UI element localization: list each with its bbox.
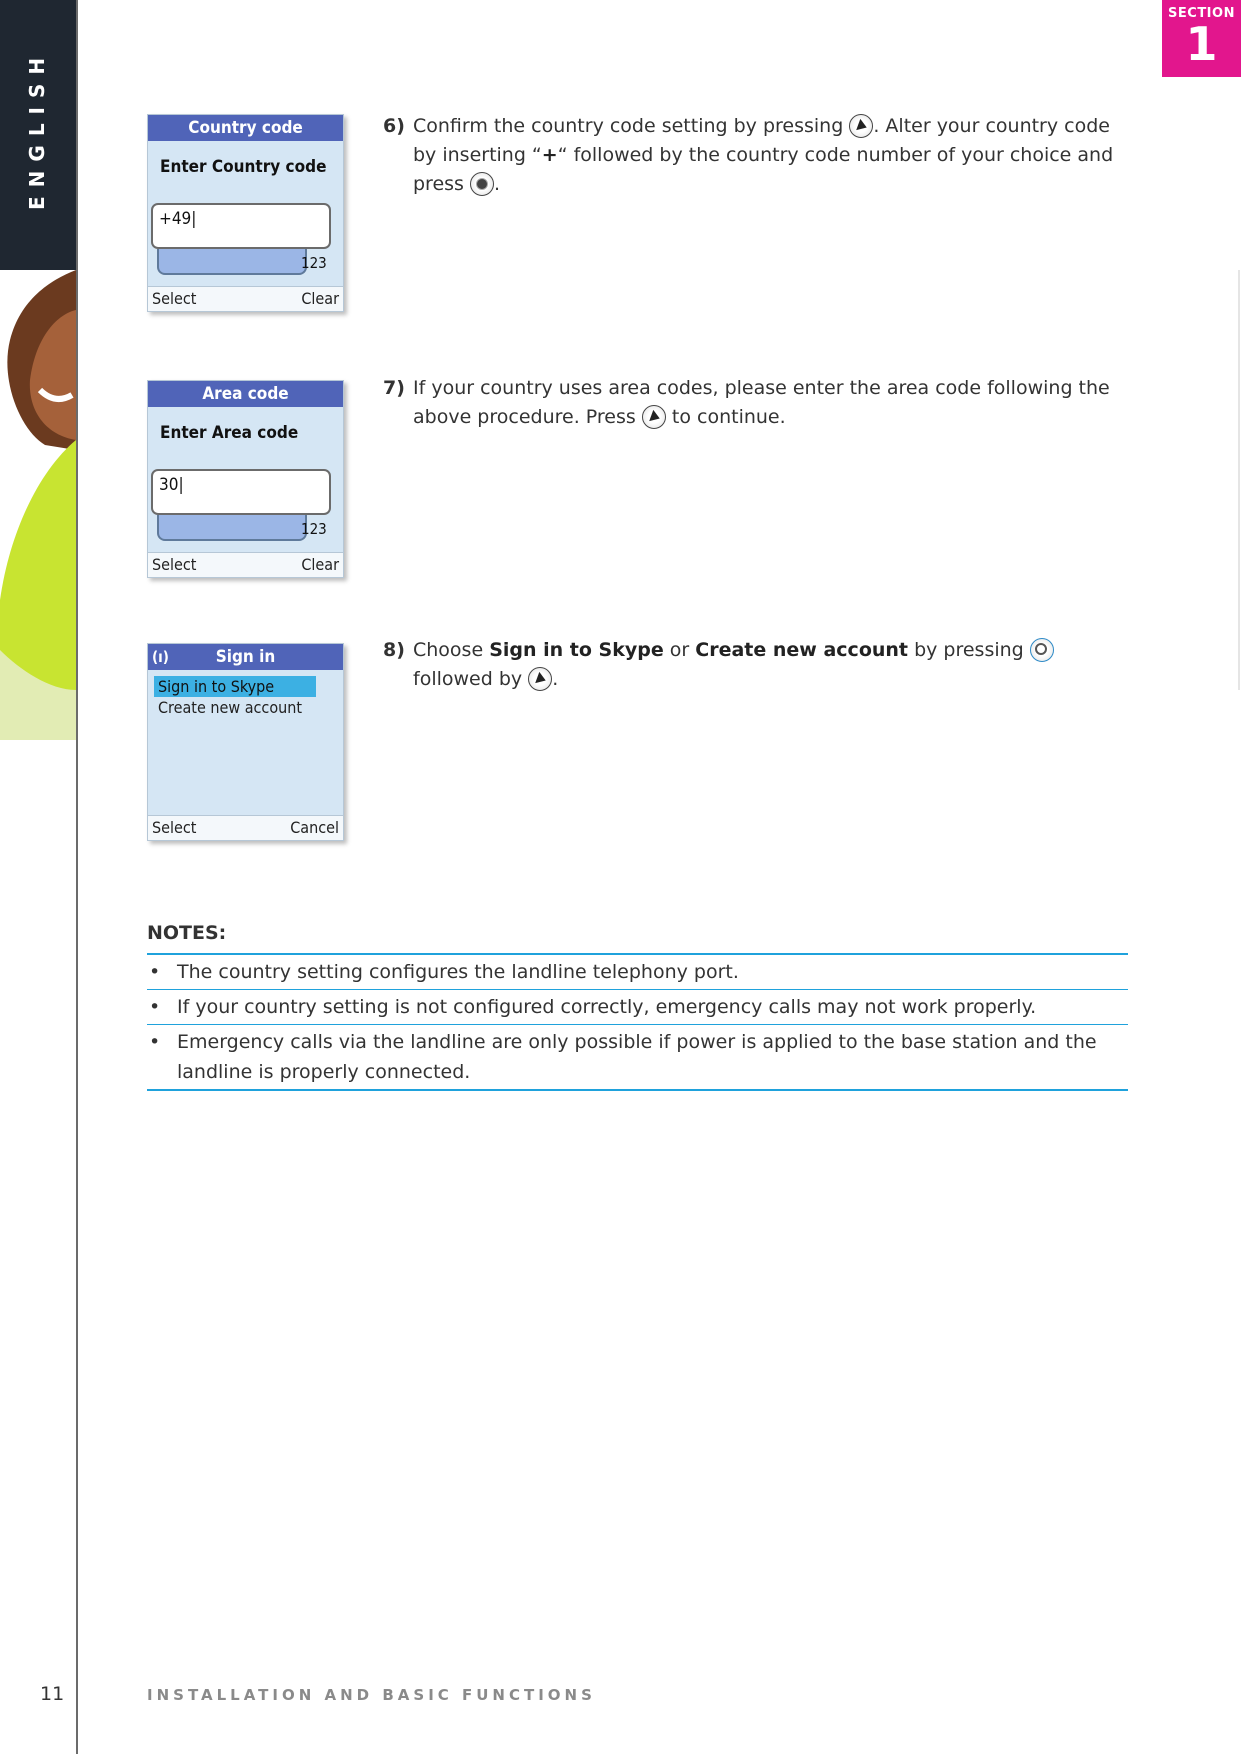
nav-center-icon <box>470 172 494 196</box>
country-code-screen <box>147 114 344 312</box>
input-bar <box>157 515 307 541</box>
step-text-part: to continue. <box>671 406 786 428</box>
softkey-cancel: Cancel <box>290 818 339 837</box>
note-text: Emergency calls via the landline are only possible if power is applied to the base station and the landline is properly connected. <box>177 1031 1097 1083</box>
plus-symbol: + <box>541 144 558 166</box>
section-label: SECTION <box>1168 6 1235 21</box>
screen-title-text: Sign in <box>215 647 276 667</box>
step-text-part: by pressing <box>914 639 1024 661</box>
bullet: • <box>149 1031 161 1053</box>
bullet: • <box>149 996 161 1018</box>
create-account-option: Create new account <box>695 639 909 661</box>
woman-photo <box>0 270 76 740</box>
sign-in-option: Sign in to Skype <box>489 639 664 661</box>
country-code-input: +49| <box>151 203 331 249</box>
language-label: ENGLISH <box>25 48 49 210</box>
menu-item-sign-in: Sign in to Skype <box>154 676 316 697</box>
note-item <box>147 1025 1128 1091</box>
step-number: 7) <box>383 377 405 399</box>
screen-title: Area code <box>148 381 343 407</box>
page-edge <box>1238 270 1240 690</box>
signal-icon: (ı) <box>152 648 169 666</box>
softkeys <box>148 552 343 577</box>
screen-prompt: Enter Area code <box>160 423 299 443</box>
softkey-clear: Clear <box>301 555 339 574</box>
step-number: 8) <box>383 639 405 661</box>
softkeys <box>148 815 343 840</box>
ok-key-icon <box>1030 638 1054 662</box>
step-text-part: . <box>552 668 559 690</box>
softkeys <box>148 286 343 311</box>
notes-title: NOTES: <box>147 922 227 944</box>
softkey-select: Select <box>152 289 197 308</box>
section-number: 1 <box>1185 17 1218 71</box>
menu-item-create-account: Create new account <box>158 698 303 717</box>
step-text-part: If your country uses area codes, please enter the area code following the above procedure. Press <box>413 377 1110 428</box>
softkey-clear: Clear <box>301 289 339 308</box>
step-8 <box>383 636 1128 694</box>
screen-title: Country code <box>148 115 343 141</box>
step-number: 6) <box>383 115 405 137</box>
note-item <box>147 990 1128 1025</box>
area-code-input: 30| <box>151 469 331 515</box>
nav-right-icon <box>528 667 552 691</box>
step-text <box>413 374 1128 432</box>
sign-in-menu <box>154 676 343 718</box>
bullet: • <box>149 961 161 983</box>
input-bar <box>157 249 307 275</box>
area-code-screen <box>147 380 344 578</box>
step-text-part: followed by <box>413 668 523 690</box>
margin-divider <box>76 0 78 1754</box>
step-text-part: Choose <box>413 639 484 661</box>
softkey-select: Select <box>152 818 197 837</box>
input-mode: 123 <box>301 520 327 538</box>
step-text-part: . Alter your country code by inserting “ <box>413 115 1110 166</box>
notes-list <box>147 953 1128 1091</box>
footer-title: INSTALLATION AND BASIC FUNCTIONS <box>147 1686 596 1704</box>
note-text: If your country setting is not configured correctly, emergency calls may not work properly. <box>177 996 1037 1018</box>
step-text <box>413 636 1128 694</box>
section-badge <box>1162 0 1241 77</box>
step-text-part: or <box>669 639 690 661</box>
step-text-part: . <box>494 173 501 195</box>
sign-in-screen <box>147 643 344 841</box>
nav-right-icon <box>642 405 666 429</box>
screen-prompt: Enter Country code <box>160 157 327 177</box>
note-item <box>147 955 1128 990</box>
step-text-part: “ followed by the country code number of your choice and press <box>413 144 1114 195</box>
nav-right-icon <box>849 114 873 138</box>
step-7 <box>383 374 1128 432</box>
softkey-select: Select <box>152 555 197 574</box>
step-text <box>413 112 1128 199</box>
screen-title <box>148 644 343 670</box>
step-6 <box>383 112 1128 199</box>
step-text-part: Confirm the country code setting by pressing <box>413 115 844 137</box>
note-text: The country setting configures the landline telephony port. <box>177 961 739 983</box>
page-number: 11 <box>40 1683 65 1705</box>
input-mode: 123 <box>301 254 327 272</box>
